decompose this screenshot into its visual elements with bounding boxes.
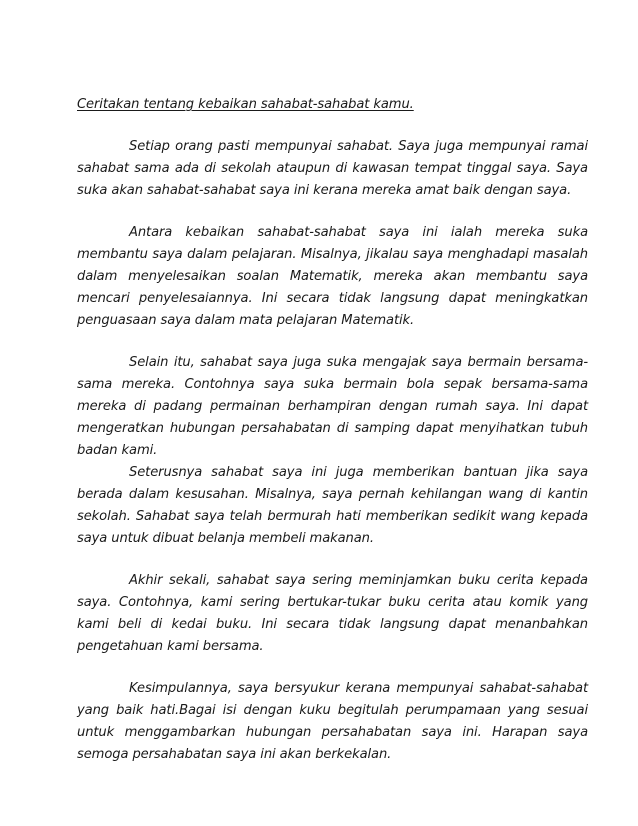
paragraph-point-2: Selain itu, sahabat saya juga suka mengajak saya bermain bersama-sama mereka. Contohnya saya suka bermain bola sepak bersama-sama mereka di padang permainan berhampiran dengan rumah saya. Ini dapat mengeratkan hubungan persahabatan di samping dapat menyihatkan tubuh badan kami. xyxy=(77,355,588,458)
essay-body xyxy=(77,94,588,766)
paragraph-introduction: Setiap orang pasti mempunyai sahabat. Saya juga mempunyai ramai sahabat sama ada di sekolah ataupun di kawasan tempat tinggal saya. Saya suka akan sahabat-sahabat saya ini kerana mereka amat baik dengan saya. xyxy=(77,139,588,198)
paragraph-point-3: Seterusnya sahabat saya ini juga memberikan bantuan jika saya berada dalam kesusahan. Misalnya, saya pernah kehilangan wang di kantin sekolah. Sahabat saya telah bermurah hati memberikan sedikit wang kepada saya untuk dibuat belanja membeli makanan. xyxy=(77,465,588,546)
essay-title: Ceritakan tentang kebaikan sahabat-sahabat kamu. xyxy=(77,97,414,112)
paragraph-point-4: Akhir sekali, sahabat saya sering meminjamkan buku cerita kepada saya. Contohnya, kami sering bertukar-tukar buku cerita atau komik yang kami beli di kedai buku. Ini secara tidak langsung dapat menanbahkan pengetahuan kami bersama. xyxy=(77,573,588,654)
paragraph-conclusion: Kesimpulannya, saya bersyukur kerana mempunyai sahabat-sahabat yang baik hati.Bagai isi dengan kuku begitulah perumpamaan yang sesuai untuk menggambarkan hubungan persahabatan saya ini. Harapan saya semoga persahabatan saya ini akan berkekalan. xyxy=(77,681,588,762)
paragraph-point-1: Antara kebaikan sahabat-sahabat saya ini ialah mereka suka membantu saya dalam pelajaran. Misalnya, jikalau saya menghadapi masalah dalam menyelesaikan soalan Matematik, mereka akan membantu saya mencari penyelesaiannya. Ini secara tidak langsung dapat meningkatkan penguasaan saya dalam mata pelajaran Matematik. xyxy=(77,225,588,328)
